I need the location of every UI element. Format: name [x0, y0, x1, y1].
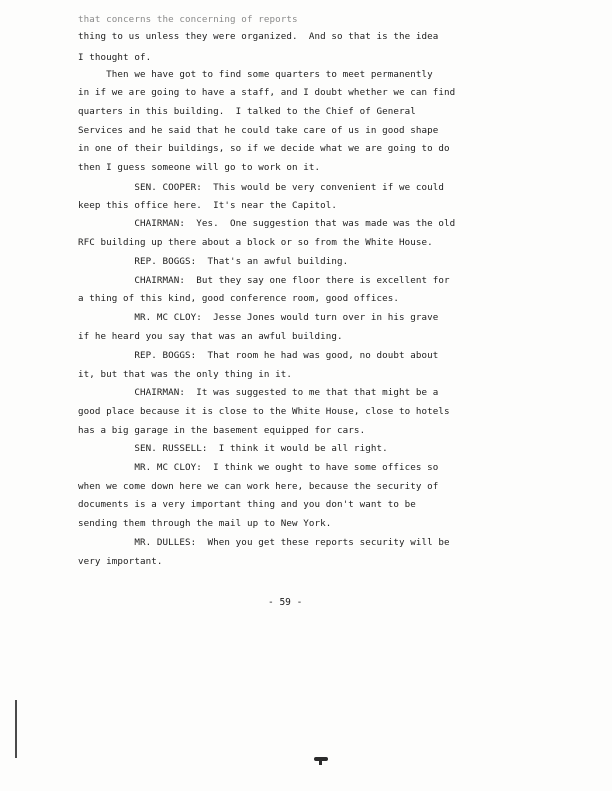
text-line: in one of their buildings, so if we decide what we are going to do [78, 143, 450, 154]
text-line: a thing of this kind, good conference room, good offices. [78, 293, 399, 304]
speaker-line-mr-mc-cloy: MR. MC CLOY: I think we ought to have some offices so [78, 462, 439, 473]
speaker-line-mr-dulles: MR. DULLES: When you get these reports security will be [78, 537, 450, 548]
speaker-line-chairman: CHAIRMAN: Yes. One suggestion that was made was the old [78, 218, 456, 229]
text-line: documents is a very important thing and you don't want to be [78, 499, 416, 510]
speaker-line-mr-mc-cloy: MR. MC CLOY: Jesse Jones would turn over in his grave [78, 312, 439, 323]
text-line: when we come down here we can work here, because the security of [78, 481, 439, 492]
text-line: Services and he said that he could take care of us in good shape [78, 125, 439, 136]
text-line: Then we have got to find some quarters to meet permanently [78, 69, 433, 80]
scan-mark [314, 757, 328, 761]
margin-mark [15, 700, 17, 758]
speaker-line-rep-boggs: REP. BOGGS: That's an awful building. [78, 256, 349, 267]
text-line: has a big garage in the basement equipped for cars. [78, 425, 366, 436]
speaker-line-sen-cooper: SEN. COOPER: This would be very convenient if we could [78, 182, 445, 193]
speaker-line-sen-russell: SEN. RUSSELL: I think it would be all right. [78, 443, 388, 454]
text-line: if he heard you say that was an awful building. [78, 331, 343, 342]
text-line: I thought of. [78, 52, 152, 63]
text-line: very important. [78, 556, 163, 567]
text-line: in if we are going to have a staff, and I doubt whether we can find [78, 87, 456, 98]
text-line: good place because it is close to the White House, close to hotels [78, 406, 450, 417]
speaker-line-chairman: CHAIRMAN: It was suggested to me that that might be a [78, 387, 439, 398]
text-line: quarters in this building. I talked to the Chief of General [78, 106, 416, 117]
page-number: - 59 - [268, 597, 303, 608]
text-line: sending them through the mail up to New York. [78, 518, 332, 529]
text-line: keep this office here. It's near the Capitol. [78, 200, 338, 211]
text-line: RFC building up there about a block or so from the White House. [78, 237, 433, 248]
speaker-line-rep-boggs: REP. BOGGS: That room he had was good, no doubt about [78, 350, 439, 361]
text-line: it, but that was the only thing in it. [78, 369, 292, 380]
text-line: that concerns the concerning of reports [78, 14, 298, 25]
text-line: then I guess someone will go to work on it. [78, 162, 321, 173]
speaker-line-chairman: CHAIRMAN: But they say one floor there is excellent for [78, 275, 450, 286]
text-line: thing to us unless they were organized. And so that is the idea [78, 31, 439, 42]
